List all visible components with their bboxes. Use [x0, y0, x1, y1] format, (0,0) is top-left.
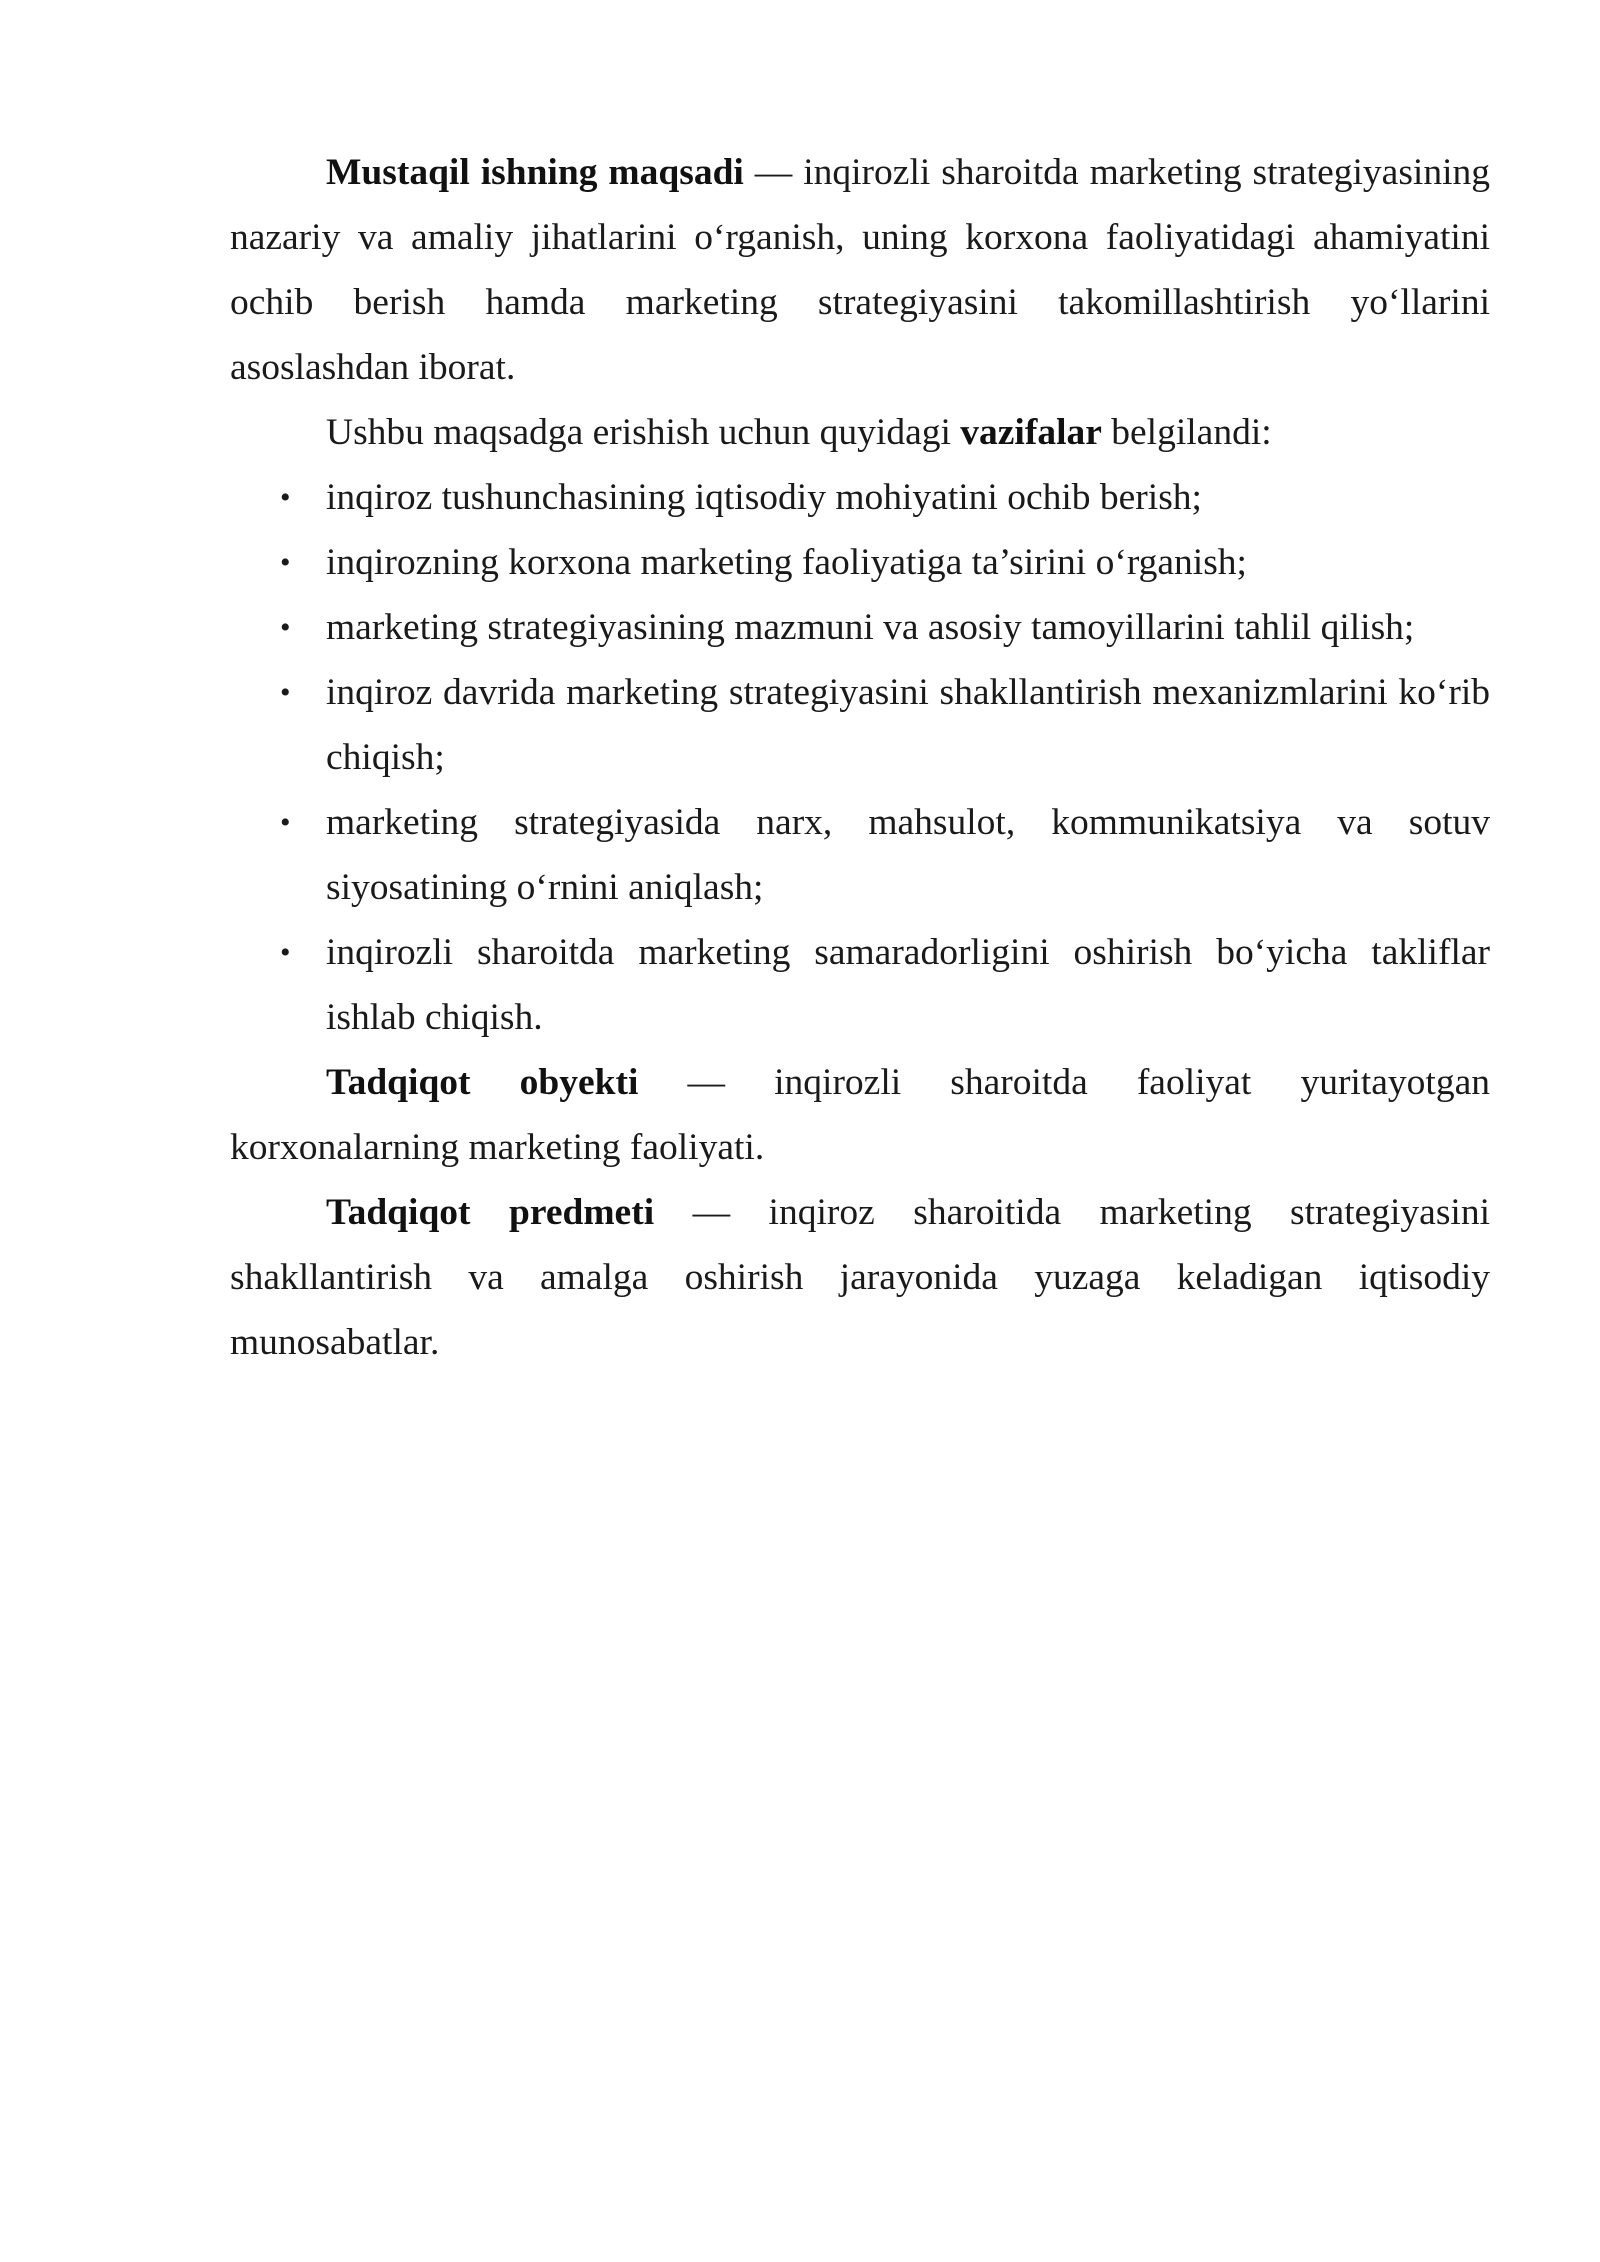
tasks-term: vazifalar — [960, 412, 1102, 453]
subject-paragraph — [230, 1180, 1490, 1375]
list-item — [230, 465, 1490, 530]
bullet-icon: • — [280, 936, 291, 969]
list-item — [230, 790, 1490, 920]
object-term: Tadqiqot obyekti — [326, 1062, 639, 1103]
bullet-icon: • — [280, 481, 291, 514]
list-item — [230, 660, 1490, 790]
tasks-intro-paragraph — [230, 400, 1490, 465]
task-text: inqirozli sharoitda marketing samaradorligini oshirish bo‘yicha takliflar ishlab chiqish. — [326, 932, 1490, 1038]
task-text: inqiroz tushunchasining iqtisodiy mohiyatini ochib berish; — [326, 477, 1202, 518]
object-paragraph — [230, 1050, 1490, 1180]
object-text: — inqirozli sharoitda faoliyat yuritayotgan korxonalarning marketing faoliyati. — [230, 1062, 1490, 1168]
task-text: inqirozning korxona marketing faoliyatiga ta’sirini o‘rganish; — [326, 542, 1247, 583]
tasks-intro-after: belgilandi: — [1101, 412, 1272, 453]
goal-term: Mustaqil ishning maqsadi — [326, 152, 744, 193]
tasks-intro-before: Ushbu maqsadga erishish uchun quyidagi — [326, 412, 961, 453]
goal-paragraph — [230, 140, 1490, 400]
bullet-icon: • — [280, 611, 291, 644]
subject-term: Tadqiqot predmeti — [326, 1192, 655, 1233]
bullet-icon: • — [280, 676, 291, 709]
task-text: inqiroz davrida marketing strategiyasini shakllantirish mexanizmlarini ko‘rib chiqish; — [326, 672, 1490, 778]
bullet-icon: • — [280, 546, 291, 579]
list-item — [230, 595, 1490, 660]
list-item — [230, 920, 1490, 1050]
subject-text: — inqiroz sharoitida marketing strategiyasini shakllantirish va amalga oshirish jarayonida yuzaga keladigan iqtisodiy munosabatlar. — [230, 1192, 1490, 1363]
bullet-icon: • — [280, 806, 291, 839]
task-list — [230, 465, 1490, 1050]
document-page — [230, 140, 1490, 1375]
list-item — [230, 530, 1490, 595]
task-text: marketing strategiyasida narx, mahsulot, kommunikatsiya va sotuv siyosatining o‘rnini aniqlash; — [326, 802, 1490, 908]
goal-text: — inqirozli sharoitda marketing strategiyasining nazariy va amaliy jihatlarini o‘rganish, uning korxona faoliyatidagi ahamiyatini ochib berish hamda marketing strategiyasini takomillashtirish yo‘llarini asoslashdan iborat. — [230, 152, 1491, 388]
task-text: marketing strategiyasining mazmuni va asosiy tamoyillarini tahlil qilish; — [326, 607, 1415, 648]
